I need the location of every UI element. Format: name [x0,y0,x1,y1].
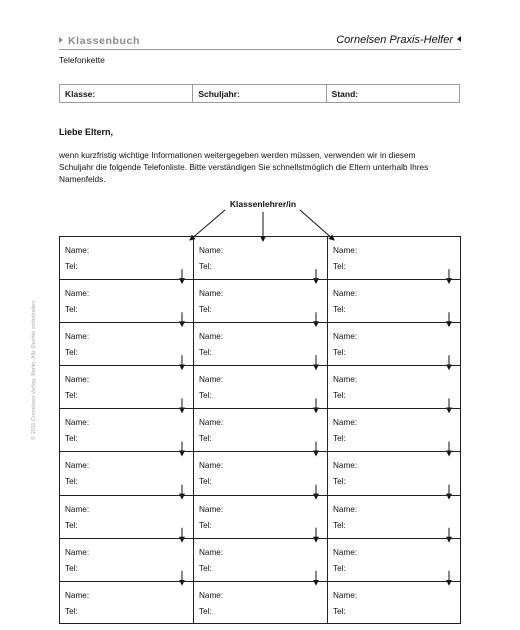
name-label: Name: [333,375,358,385]
name-label: Name: [199,547,224,557]
name-label: Name: [65,332,90,342]
name-label: Name: [65,461,90,471]
contact-cell[interactable] [59,236,193,279]
tel-label: Tel: [333,606,346,616]
contact-cell[interactable] [327,236,461,279]
copyright-notice: © 2011 Cornelsen Verlag, Berlin. Alle Rechte vorbehalten. [31,299,37,440]
tel-label: Tel: [199,477,212,487]
intro-line: Schuljahr die folgende Telefonliste. Bitte verständigen Sie schnellstmöglich die Eltern unterhalb Ihres [59,162,429,172]
name-label: Name: [199,246,224,255]
greeting: Liebe Eltern, [59,127,114,137]
document-subtitle: Telefonkette [59,55,105,65]
contact-cell[interactable] [327,451,461,494]
name-label: Name: [65,590,90,600]
name-label: Name: [333,332,358,342]
tel-label: Tel: [65,434,78,444]
name-label: Name: [199,504,224,514]
contact-cell[interactable] [327,279,461,322]
name-label: Name: [65,547,90,557]
contact-cell[interactable] [193,322,327,365]
contact-cell[interactable] [193,408,327,451]
tel-label: Tel: [333,262,346,271]
name-label: Name: [199,375,224,385]
tel-label: Tel: [333,477,346,487]
tel-label: Tel: [199,434,212,444]
tel-label: Tel: [333,563,346,573]
name-label: Name: [65,418,90,428]
contact-cell[interactable] [59,538,193,581]
contact-cell[interactable] [59,365,193,408]
contact-cell[interactable] [193,495,327,538]
class-field[interactable]: Klasse: [60,85,193,102]
tel-label: Tel: [65,606,78,616]
tel-label: Tel: [65,563,78,573]
contact-cell[interactable] [59,322,193,365]
name-label: Name: [199,332,224,342]
tel-label: Tel: [199,305,212,315]
contact-cell[interactable] [193,451,327,494]
phone-chain-table [59,236,461,624]
tel-label: Tel: [333,348,346,358]
tel-label: Tel: [333,391,346,401]
contact-cell[interactable] [327,365,461,408]
contact-cell[interactable] [59,451,193,494]
contact-cell[interactable] [327,408,461,451]
name-label: Name: [199,289,224,299]
name-label: Name: [65,289,90,299]
tel-label: Tel: [65,305,78,315]
contact-cell[interactable] [327,581,461,624]
name-label: Name: [333,246,358,255]
tel-label: Tel: [199,606,212,616]
name-label: Name: [333,418,358,428]
name-label: Name: [333,461,358,471]
name-label: Name: [333,289,358,299]
tel-label: Tel: [65,348,78,358]
tel-label: Tel: [199,262,212,271]
contact-cell[interactable] [193,581,327,624]
name-label: Name: [333,590,358,600]
contact-cell[interactable] [327,322,461,365]
name-label: Name: [65,504,90,514]
contact-cell[interactable] [327,495,461,538]
contact-cell[interactable] [59,408,193,451]
teacher-label-text: Klassenlehrer/in [229,199,297,209]
intro-line: wenn kurzfristig wichtige Informationen weitergegeben werden müssen, verwenden wir in diesem [59,150,416,160]
tel-label: Tel: [65,391,78,401]
contact-cell[interactable] [59,495,193,538]
contact-cell[interactable] [59,581,193,624]
date-field[interactable]: Stand: [331,89,359,99]
name-label: Name: [333,547,358,557]
contact-cell[interactable] [327,538,461,581]
tel-label: Tel: [65,262,78,271]
tel-label: Tel: [199,391,212,401]
name-label: Name: [65,246,90,255]
tel-label: Tel: [333,434,346,444]
tel-label: Tel: [333,305,346,315]
contact-cell[interactable] [193,538,327,581]
name-label: Name: [333,504,358,514]
contact-cell[interactable] [193,365,327,408]
contact-cell[interactable] [59,279,193,322]
name-label: Name: [199,590,224,600]
contact-cell[interactable] [193,236,327,279]
tel-label: Tel: [199,520,212,530]
name-label: Name: [65,375,90,385]
contact-cell[interactable] [193,279,327,322]
intro-line: Namenfelds. [59,174,106,184]
name-label: Name: [199,418,224,428]
tel-label: Tel: [65,477,78,487]
tel-label: Tel: [199,348,212,358]
tel-label: Tel: [333,520,346,530]
tel-label: Tel: [199,563,212,573]
name-label: Name: [199,461,224,471]
school-year-field[interactable]: Schuljahr: [193,85,326,102]
section-label: Klassenbuch [68,35,140,47]
tel-label: Tel: [65,520,78,530]
brand-label: Cornelsen Praxis-Helfer [336,34,453,46]
